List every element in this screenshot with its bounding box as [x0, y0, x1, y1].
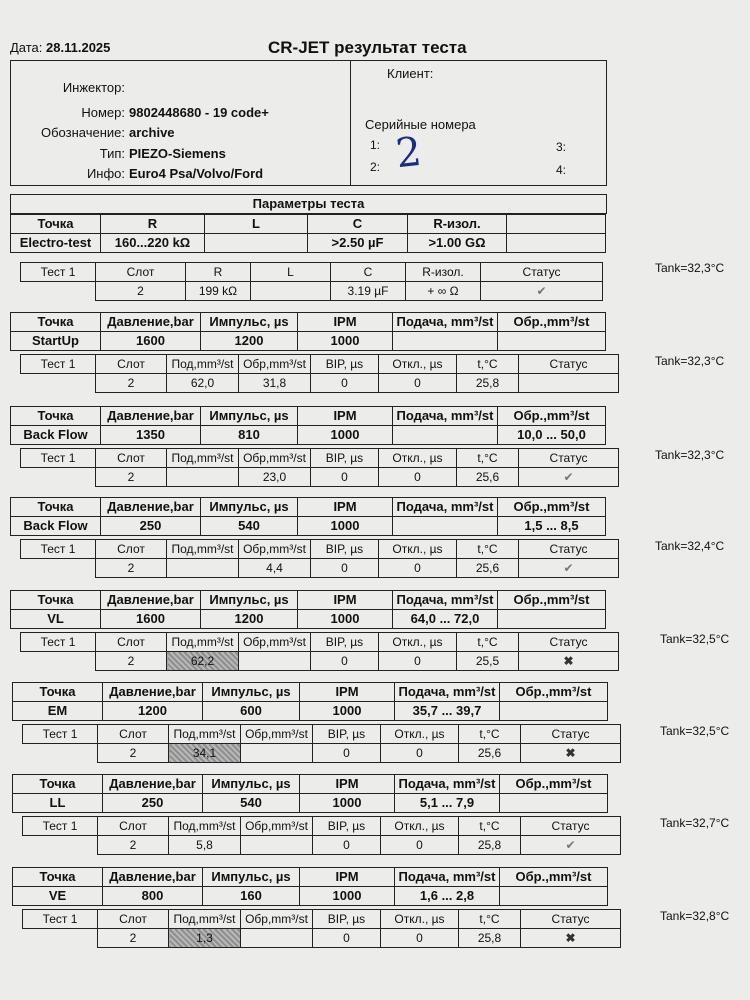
electro-r-iso-min: >1.00 GΩ — [408, 234, 507, 253]
result-col-bip: BIP, µs — [313, 910, 381, 929]
result-col-status: Статус — [521, 817, 621, 836]
serial-3-label: 3: — [556, 140, 567, 154]
test-pulse: 540 — [203, 794, 300, 813]
result-dev: 0 — [381, 836, 459, 855]
blank-cell — [21, 559, 96, 578]
col-delivery: Подача, mm³/st — [393, 313, 498, 332]
col-point: Точка — [13, 683, 103, 702]
result-del — [167, 559, 239, 578]
result-dev: 0 — [381, 744, 459, 763]
result-col-deviation: Откл., µs — [381, 725, 459, 744]
col-ipm: IPM — [300, 775, 395, 794]
test-result-table — [22, 816, 621, 855]
col-ipm: IPM — [298, 313, 393, 332]
test-result-table — [20, 539, 619, 578]
test-ipm: 1000 — [298, 332, 393, 351]
result-col-slot: Слот — [98, 910, 169, 929]
test-ipm: 1000 — [300, 887, 395, 906]
result-col-delivery: Под,mm³/st — [169, 725, 241, 744]
result-dev: 0 — [379, 652, 457, 671]
test-delivery: 5,1 ... 7,9 — [395, 794, 500, 813]
info-value: Euro4 Psa/Volvo/Ford — [129, 166, 264, 181]
test-param-table — [12, 682, 608, 721]
result-bip: 0 — [311, 559, 379, 578]
col-backflow: Обр.,mm³/st — [500, 683, 608, 702]
result-bip: 0 — [311, 652, 379, 671]
test-label: Тест 1 — [23, 910, 98, 929]
col-pulse: Импульс, µs — [203, 775, 300, 794]
col-r-iso: R-изол. — [408, 215, 507, 234]
result-back — [241, 836, 313, 855]
col-delivery: Подача, mm³/st — [393, 498, 498, 517]
result-temp: 25,6 — [457, 468, 519, 487]
test-ipm: 1000 — [300, 702, 395, 721]
result-slot: 2 — [98, 929, 169, 948]
col-backflow: Обр.,mm³/st — [500, 775, 608, 794]
col-backflow: Обр.,mm³/st — [498, 591, 606, 610]
blank-cell — [507, 215, 606, 234]
col-point: Точка — [13, 868, 103, 887]
col-delivery: Подача, mm³/st — [395, 683, 500, 702]
result-bip: 0 — [313, 929, 381, 948]
result-col-r: R — [186, 263, 251, 282]
test-param-table — [10, 312, 606, 351]
status-ok-icon: ✔ — [481, 282, 603, 301]
designation-value: archive — [129, 125, 175, 140]
test-backflow — [500, 794, 608, 813]
col-ipm: IPM — [300, 683, 395, 702]
result-col-delivery: Под,mm³/st — [169, 817, 241, 836]
blank-cell — [21, 282, 96, 301]
result-col-temp: t,°C — [457, 633, 519, 652]
test-label: Тест 1 — [21, 449, 96, 468]
test-result-table — [22, 909, 621, 948]
col-l: L — [205, 215, 308, 234]
test-param-table — [12, 774, 608, 813]
result-col-l: L — [251, 263, 331, 282]
col-pressure: Давление,bar — [101, 313, 201, 332]
test-result-table — [20, 448, 619, 487]
test-param-table — [12, 867, 608, 906]
test-backflow — [498, 610, 606, 629]
result-col-status: Статус — [519, 540, 619, 559]
test-param-table — [10, 590, 606, 629]
result-col-slot: Слот — [96, 633, 167, 652]
col-pulse: Импульс, µs — [201, 498, 298, 517]
status-fail-icon: ✖ — [521, 744, 621, 763]
result-col-deviation: Откл., µs — [379, 540, 457, 559]
electro-r-range: 160...220 kΩ — [101, 234, 205, 253]
test-delivery: 64,0 ... 72,0 — [393, 610, 498, 629]
tank-temperature: Tank=32,8°C — [660, 909, 730, 923]
col-pulse: Импульс, µs — [203, 683, 300, 702]
result-slot: 2 — [96, 559, 167, 578]
injector-label: Инжектор: — [62, 80, 125, 95]
result-col-backflow: Обр,mm³/st — [239, 633, 311, 652]
result-col-deviation: Откл., µs — [379, 633, 457, 652]
result-back: 23,0 — [239, 468, 311, 487]
designation-label: Обозначение: — [40, 125, 125, 140]
result-del: 5,8 — [169, 836, 241, 855]
result-del: 62,2 — [167, 652, 239, 671]
col-pressure: Давление,bar — [101, 407, 201, 426]
col-delivery: Подача, mm³/st — [395, 868, 500, 887]
result-r: 199 kΩ — [186, 282, 251, 301]
serial-numbers-label: Серийные номера — [365, 117, 476, 132]
test-backflow: 10,0 ... 50,0 — [498, 426, 606, 445]
result-col-status: Статус — [521, 910, 621, 929]
blank-cell — [21, 468, 96, 487]
blank-cell — [21, 652, 96, 671]
test-pulse: 1200 — [201, 610, 298, 629]
result-col-slot: Слот — [96, 263, 186, 282]
col-point: Точка — [11, 313, 101, 332]
col-pulse: Импульс, µs — [203, 868, 300, 887]
result-col-temp: t,°C — [457, 540, 519, 559]
col-ipm: IPM — [298, 591, 393, 610]
test-pressure: 250 — [101, 517, 201, 536]
tank-temperature: Tank=32,4°C — [655, 539, 725, 553]
test-pressure: 1200 — [103, 702, 203, 721]
result-col-c: C — [331, 263, 406, 282]
test-label: Тест 1 — [21, 355, 96, 374]
result-slot: 2 — [96, 374, 167, 393]
result-col-slot: Слот — [96, 355, 167, 374]
result-slot: 2 — [98, 836, 169, 855]
result-back — [241, 744, 313, 763]
col-point: Точка — [11, 591, 101, 610]
electro-param-table — [10, 214, 606, 253]
status-fail-icon: ✖ — [519, 652, 619, 671]
tank-temperature: Tank=32,5°C — [660, 632, 730, 646]
serial-1-label: 1: — [370, 138, 381, 152]
col-backflow: Обр.,mm³/st — [498, 407, 606, 426]
test-pulse: 600 — [203, 702, 300, 721]
test-result-table — [20, 632, 619, 671]
result-temp: 25,6 — [459, 744, 521, 763]
electro-c-min: >2.50 µF — [308, 234, 408, 253]
result-col-bip: BIP, µs — [311, 540, 379, 559]
result-temp: 25,8 — [457, 374, 519, 393]
result-temp: 25,8 — [459, 929, 521, 948]
test-pressure: 1350 — [101, 426, 201, 445]
test-backflow — [498, 332, 606, 351]
result-col-backflow: Обр,mm³/st — [241, 725, 313, 744]
test-param-table — [10, 497, 606, 536]
result-col-bip: BIP, µs — [311, 633, 379, 652]
result-col-backflow: Обр,mm³/st — [239, 540, 311, 559]
electro-point: Electro-test — [11, 234, 101, 253]
result-temp: 25,8 — [459, 836, 521, 855]
result-back — [241, 929, 313, 948]
tank-temperature: Tank=32,5°C — [660, 724, 730, 738]
result-col-status: Статус — [519, 449, 619, 468]
result-col-slot: Слот — [96, 540, 167, 559]
test-delivery: 35,7 ... 39,7 — [395, 702, 500, 721]
test-pulse: 160 — [203, 887, 300, 906]
serial-2-label: 2: — [370, 160, 381, 174]
serial-4-label: 4: — [556, 163, 567, 177]
handwritten-serial: 2 — [393, 128, 424, 178]
test-label: Тест 1 — [23, 725, 98, 744]
result-bip: 0 — [313, 744, 381, 763]
result-col-bip: BIP, µs — [311, 449, 379, 468]
result-temp: 25,6 — [457, 559, 519, 578]
blank-cell — [21, 374, 96, 393]
result-dev: 0 — [379, 374, 457, 393]
injector-number-label: Номер: — [81, 105, 125, 120]
result-del: 34,1 — [169, 744, 241, 763]
result-col-delivery: Под,mm³/st — [167, 633, 239, 652]
result-col-delivery: Под,mm³/st — [167, 355, 239, 374]
result-dev: 0 — [381, 929, 459, 948]
tank-temperature: Tank=32,3°C — [655, 261, 725, 275]
result-bip: 0 — [313, 836, 381, 855]
result-del: 1,3 — [169, 929, 241, 948]
result-col-r-iso: R-изол. — [406, 263, 481, 282]
injector-number-value: 9802448680 - 19 code+ — [129, 105, 269, 120]
tank-temperature: Tank=32,7°C — [660, 816, 730, 830]
result-del: 62,0 — [167, 374, 239, 393]
col-r: R — [101, 215, 205, 234]
col-pulse: Импульс, µs — [201, 313, 298, 332]
test-label: Тест 1 — [23, 817, 98, 836]
test-point: Back Flow — [11, 426, 101, 445]
result-col-status: Статус — [519, 633, 619, 652]
result-col-delivery: Под,mm³/st — [167, 449, 239, 468]
test-label: Тест 1 — [21, 540, 96, 559]
test-pulse: 1200 — [201, 332, 298, 351]
col-ipm: IPM — [298, 498, 393, 517]
test-pulse: 540 — [201, 517, 298, 536]
test-label: Тест 1 — [21, 263, 96, 282]
result-back — [239, 652, 311, 671]
result-col-temp: t,°C — [459, 817, 521, 836]
report-title: CR-JET результат теста — [268, 38, 467, 57]
test-pulse: 810 — [201, 426, 298, 445]
result-bip: 0 — [311, 374, 379, 393]
result-col-bip: BIP, µs — [311, 355, 379, 374]
result-slot: 2 — [96, 468, 167, 487]
tank-temperature: Tank=32,3°C — [655, 354, 725, 368]
test-param-table — [10, 406, 606, 445]
report-date: Дата: 28.11.2025 — [10, 40, 111, 55]
result-col-status: Статус — [481, 263, 603, 282]
result-col-deviation: Откл., µs — [379, 449, 457, 468]
result-col-slot: Слот — [96, 449, 167, 468]
status-ok-icon: ✔ — [521, 836, 621, 855]
status-ok-icon: ✔ — [519, 559, 619, 578]
col-pressure: Давление,bar — [103, 868, 203, 887]
col-delivery: Подача, mm³/st — [393, 407, 498, 426]
result-col-deviation: Откл., µs — [381, 910, 459, 929]
col-pressure: Давление,bar — [101, 498, 201, 517]
result-slot: 2 — [96, 652, 167, 671]
type-value: PIEZO-Siemens — [129, 146, 226, 161]
col-pressure: Давление,bar — [103, 775, 203, 794]
result-col-deviation: Откл., µs — [379, 355, 457, 374]
status-fail-icon: ✖ — [521, 929, 621, 948]
col-ipm: IPM — [298, 407, 393, 426]
client-label: Клиент: — [387, 66, 434, 81]
col-delivery: Подача, mm³/st — [395, 775, 500, 794]
info-divider — [350, 60, 351, 185]
result-col-bip: BIP, µs — [313, 725, 381, 744]
blank-cell — [23, 929, 98, 948]
test-result-table — [20, 354, 619, 393]
type-label: Тип: — [99, 146, 125, 161]
test-pressure: 250 — [103, 794, 203, 813]
col-pressure: Давление,bar — [101, 591, 201, 610]
test-point: EM — [13, 702, 103, 721]
result-col-backflow: Обр,mm³/st — [241, 910, 313, 929]
col-ipm: IPM — [300, 868, 395, 887]
test-ipm: 1000 — [300, 794, 395, 813]
result-col-temp: t,°C — [457, 355, 519, 374]
test-label: Тест 1 — [21, 633, 96, 652]
test-point: Back Flow — [11, 517, 101, 536]
result-col-delivery: Под,mm³/st — [167, 540, 239, 559]
col-backflow: Обр.,mm³/st — [500, 868, 608, 887]
col-pressure: Давление,bar — [103, 683, 203, 702]
result-dev: 0 — [379, 559, 457, 578]
result-slot: 2 — [96, 282, 186, 301]
col-point: Точка — [13, 775, 103, 794]
result-col-status: Статус — [521, 725, 621, 744]
result-del — [167, 468, 239, 487]
test-pressure: 800 — [103, 887, 203, 906]
electro-result-table — [20, 262, 603, 301]
col-point: Точка — [11, 407, 101, 426]
result-col-backflow: Обр,mm³/st — [239, 449, 311, 468]
result-slot: 2 — [98, 744, 169, 763]
blank-cell — [23, 836, 98, 855]
result-back: 4,4 — [239, 559, 311, 578]
test-delivery — [393, 517, 498, 536]
col-c: C — [308, 215, 408, 234]
test-point: LL — [13, 794, 103, 813]
result-r-iso: + ∞ Ω — [406, 282, 481, 301]
col-backflow: Обр.,mm³/st — [498, 498, 606, 517]
result-col-temp: t,°C — [457, 449, 519, 468]
test-result-table — [22, 724, 621, 763]
test-backflow: 1,5 ... 8,5 — [498, 517, 606, 536]
result-col-delivery: Под,mm³/st — [169, 910, 241, 929]
col-backflow: Обр.,mm³/st — [498, 313, 606, 332]
result-col-status: Статус — [519, 355, 619, 374]
blank-cell — [23, 744, 98, 763]
col-point: Точка — [11, 215, 101, 234]
col-delivery: Подача, mm³/st — [393, 591, 498, 610]
result-col-slot: Слот — [98, 725, 169, 744]
result-col-backflow: Обр,mm³/st — [239, 355, 311, 374]
result-col-bip: BIP, µs — [313, 817, 381, 836]
test-delivery — [393, 332, 498, 351]
test-ipm: 1000 — [298, 426, 393, 445]
result-col-temp: t,°C — [459, 725, 521, 744]
test-delivery: 1,6 ... 2,8 — [395, 887, 500, 906]
info-label: Инфо: — [86, 166, 125, 181]
result-col-temp: t,°C — [459, 910, 521, 929]
test-point: VL — [11, 610, 101, 629]
test-point: VE — [13, 887, 103, 906]
tank-temperature: Tank=32,3°C — [655, 448, 725, 462]
result-temp: 25,5 — [457, 652, 519, 671]
col-pulse: Импульс, µs — [201, 407, 298, 426]
result-bip: 0 — [311, 468, 379, 487]
electro-l — [205, 234, 308, 253]
status-ok-icon: ✔ — [519, 468, 619, 487]
test-pressure: 1600 — [101, 332, 201, 351]
result-l — [251, 282, 331, 301]
test-backflow — [500, 887, 608, 906]
col-pulse: Импульс, µs — [201, 591, 298, 610]
result-c: 3.19 µF — [331, 282, 406, 301]
test-point: StartUp — [11, 332, 101, 351]
blank-cell — [507, 234, 606, 253]
status-empty — [519, 374, 619, 393]
result-col-slot: Слот — [98, 817, 169, 836]
result-col-backflow: Обр,mm³/st — [241, 817, 313, 836]
test-parameters-title: Параметры теста — [10, 194, 607, 214]
test-delivery — [393, 426, 498, 445]
test-ipm: 1000 — [298, 610, 393, 629]
test-backflow — [500, 702, 608, 721]
result-dev: 0 — [379, 468, 457, 487]
result-back: 31,8 — [239, 374, 311, 393]
test-pressure: 1600 — [101, 610, 201, 629]
result-col-deviation: Откл., µs — [381, 817, 459, 836]
col-point: Точка — [11, 498, 101, 517]
test-ipm: 1000 — [298, 517, 393, 536]
